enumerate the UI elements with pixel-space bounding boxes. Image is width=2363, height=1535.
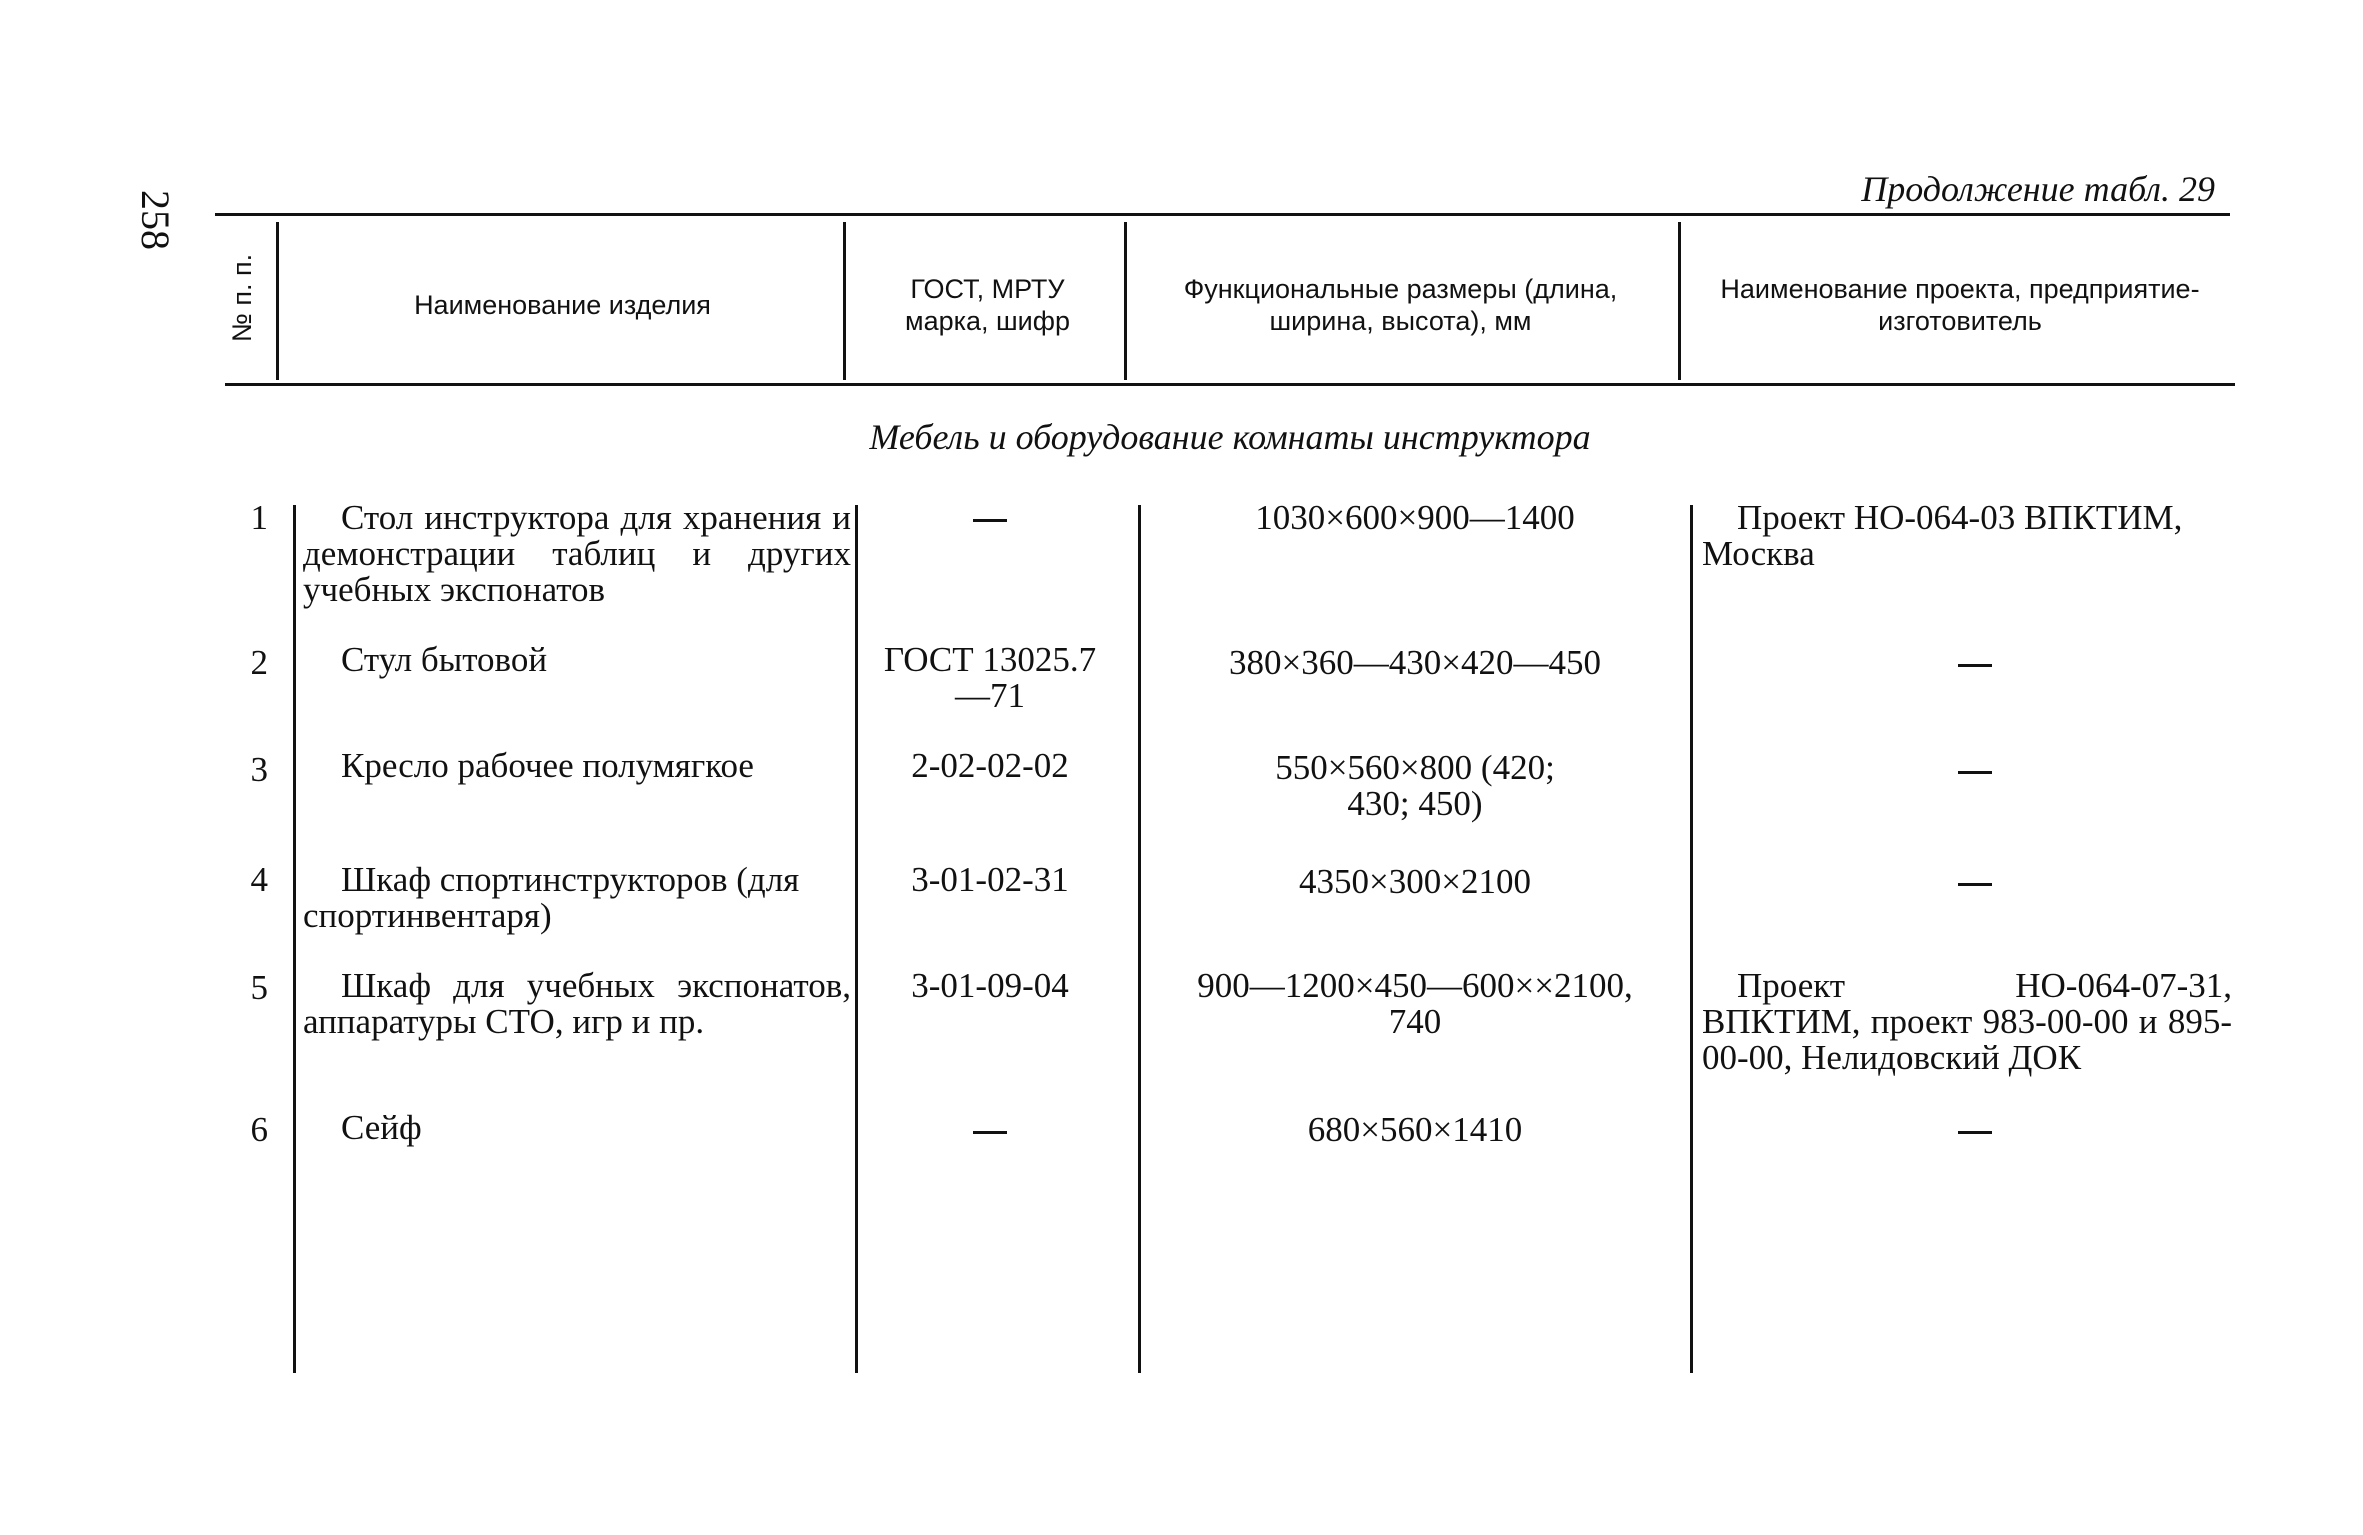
- row-gost: 3-01-09-04: [911, 966, 1069, 1005]
- row-dimensions: 680×560×1410: [1307, 1110, 1523, 1149]
- header-divider: [843, 222, 846, 380]
- section-title: Мебель и оборудование комнаты инструктора: [869, 417, 1591, 457]
- row-item-name: Стол инструктора для хранения и демонстрации таблиц и других учебных экспонатов: [303, 498, 851, 609]
- row-dimensions: 900—1200×450—600××2100, 740: [1197, 966, 1633, 1041]
- row-project: [1702, 645, 2247, 681]
- row-gost: [870, 500, 1110, 536]
- row-dimensions: 380×360—430×420—450: [1229, 643, 1601, 682]
- row-item-name: Шкаф спортинструкторов (для спортинвентаря): [303, 860, 800, 935]
- body-divider: [855, 505, 858, 1373]
- page-number: 258: [133, 190, 178, 250]
- header-bottom-rule: [225, 383, 2235, 386]
- header-divider: [1678, 222, 1681, 380]
- header-divider: [1124, 222, 1127, 380]
- row-dimensions: 1030×600×900—1400: [1255, 498, 1575, 537]
- row-item-name: Кресло рабочее полумягкое: [341, 746, 754, 785]
- dash-mark: [1958, 1131, 1992, 1134]
- body-divider: [293, 505, 296, 1373]
- header-divider: [276, 222, 279, 380]
- header-project: Наименование проекта, предприятие-изготовитель: [1720, 274, 2200, 336]
- row-gost: [870, 1112, 1110, 1148]
- row-item-name: Шкаф для учебных экспонатов, аппаратуры СТО, игр и пр.: [303, 966, 851, 1041]
- row-gost: ГОСТ 13025.7—71: [883, 640, 1097, 715]
- header-top-rule: [215, 213, 2230, 216]
- row-number: 3: [250, 750, 268, 789]
- row-number: 6: [250, 1110, 268, 1149]
- row-project: [1702, 752, 2247, 788]
- row-item-name: Сейф: [341, 1108, 422, 1147]
- row-number: 2: [250, 643, 268, 682]
- row-dimensions: 4350×300×2100: [1299, 862, 1531, 901]
- row-number: 4: [250, 860, 268, 899]
- row-gost: 3-01-02-31: [911, 860, 1069, 899]
- row-number: 5: [250, 968, 268, 1007]
- row-dimensions: 550×560×800 (420; 430; 450): [1275, 748, 1555, 823]
- row-item-name: Стул бытовой: [341, 640, 548, 679]
- row-gost: 2-02-02-02: [911, 746, 1069, 785]
- row-project: [1702, 1112, 2247, 1148]
- header-gost: ГОСТ, МРТУ марка, шифр: [905, 274, 1070, 336]
- continuation-label: Продолжение табл. 29: [1861, 169, 2215, 209]
- dash-mark: [973, 519, 1007, 522]
- body-divider: [1690, 505, 1693, 1373]
- body-divider: [1138, 505, 1141, 1373]
- header-item-name: Наименование изделия: [414, 290, 711, 320]
- header-dimensions: Функциональные размеры (длина, ширина, высота), мм: [1183, 274, 1618, 336]
- dash-mark: [1958, 771, 1992, 774]
- row-project: [1702, 864, 2247, 900]
- row-number: 1: [250, 498, 268, 537]
- dash-mark: [1958, 883, 1992, 886]
- dash-mark: [973, 1131, 1007, 1134]
- row-project: Проект НО-064-07-31, ВПКТИМ, проект 983-00-00 и 895-00-00, Нелидовский ДОК: [1702, 966, 2232, 1077]
- row-project: Проект НО-064-03 ВПКТИМ, Москва: [1702, 498, 2183, 573]
- dash-mark: [1958, 664, 1992, 667]
- header-number: № п. п.: [227, 253, 257, 343]
